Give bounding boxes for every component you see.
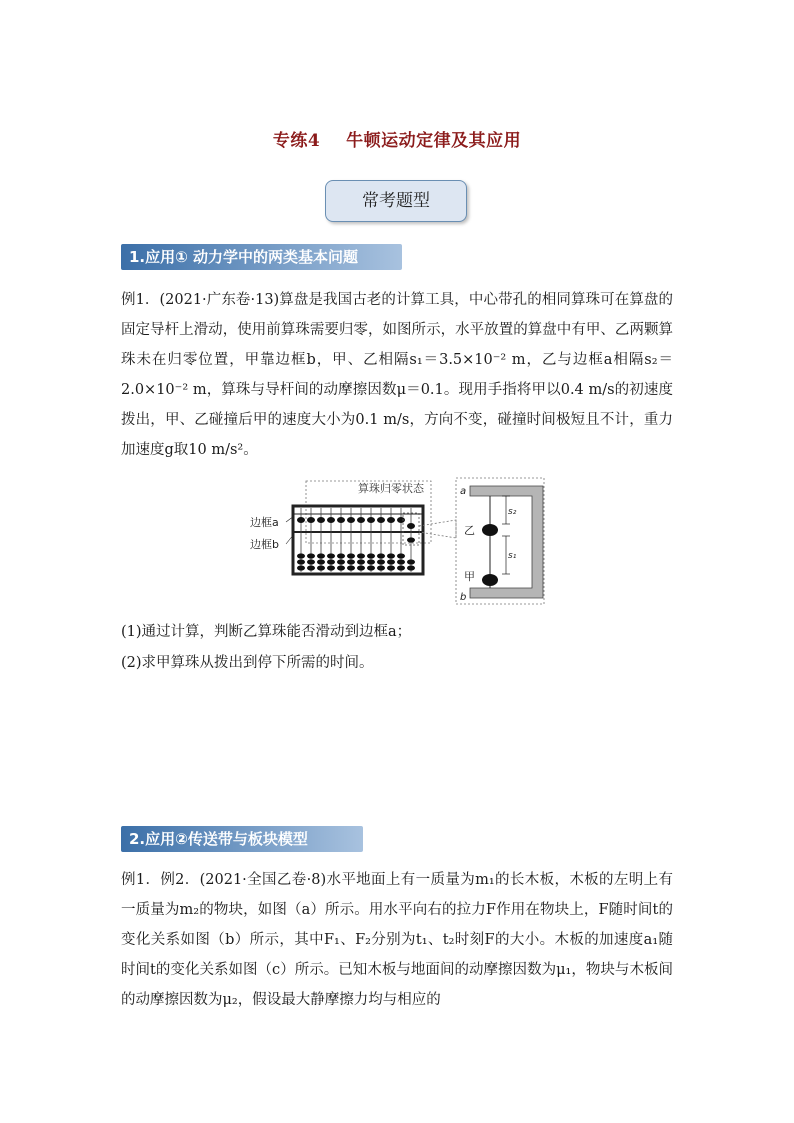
detail-label-b: b	[460, 592, 467, 603]
label-s2: s₂	[508, 507, 517, 517]
title-part2: 牛顿运动定律及其应用	[346, 131, 522, 151]
detail-frame	[470, 486, 543, 598]
lower-beads	[297, 537, 415, 570]
section-header-2: 2.应用②传送带与板块模型	[121, 826, 363, 852]
question-2: (2)求甲算珠从拨出到停下所需的时间。	[121, 655, 374, 671]
detail-label-yi: 乙	[464, 524, 475, 537]
question-type-box: 常考题型	[325, 180, 467, 222]
section-header-1: 1.应用① 动力学中的两类基本问题	[121, 244, 402, 270]
example1-text: 例1．(2021·广东卷·13)算盘是我国古老的计算工具，中心带孔的相同算珠可在算盘的固定导杆上滑动，使用前算珠需要归零，如图所示，水平放置的算盘中有甲、乙两颗算珠未在归零位置，甲靠边框b，甲、乙相隔s₁＝3.5×10⁻² m，乙与边框a相隔s₂＝2.0×10⁻² m，算珠与导杆间的动摩擦因数μ＝0.1。现用手指将甲以0.4 m/s的初速度拨出，甲、乙碰撞后甲的速度大小为0.1 m/s，方向不变，碰撞时间极短且不计，重力加速度g取10 m/s²。	[121, 292, 673, 458]
bead-yi	[482, 524, 498, 536]
abacus-diagram	[238, 476, 548, 608]
example2-text: 例1．例2．(2021·全国乙卷·8)水平地面上有一质量为m₁的长木板，木板的左明上有一质量为m₂的物块，如图（a）所示。用水平向右的拉力F作用在物块上，F随时间t的变化关系如图（b）所示，其中F₁、F₂分别为t₁、t₂时刻F的大小。木板的加速度a₁随时间t的变化关系如图（c）所示。已知木板与地面间的动摩擦因数为μ₁，物块与木板间的动摩擦因数为μ₂，假设最大静摩擦力均与相应的	[121, 872, 673, 1008]
detail-label-jia: 甲	[464, 570, 475, 583]
detail-dashed-box	[456, 478, 544, 604]
callout-wedge	[419, 520, 456, 538]
abacus-figure	[238, 476, 548, 612]
label-frame-a: 边框a	[250, 516, 279, 529]
figure-caption: 算珠归零状态	[358, 482, 424, 495]
question-1: (1)通过计算，判断乙算珠能否滑动到边框a；	[121, 624, 412, 640]
label-s1: s₁	[508, 551, 517, 561]
detail-label-a: a	[460, 486, 467, 497]
title-part1: 专练4	[272, 131, 321, 151]
upper-beads	[297, 517, 415, 529]
label-frame-b: 边框b	[250, 538, 279, 551]
page-title	[0, 126, 794, 151]
bead-jia	[482, 574, 498, 586]
